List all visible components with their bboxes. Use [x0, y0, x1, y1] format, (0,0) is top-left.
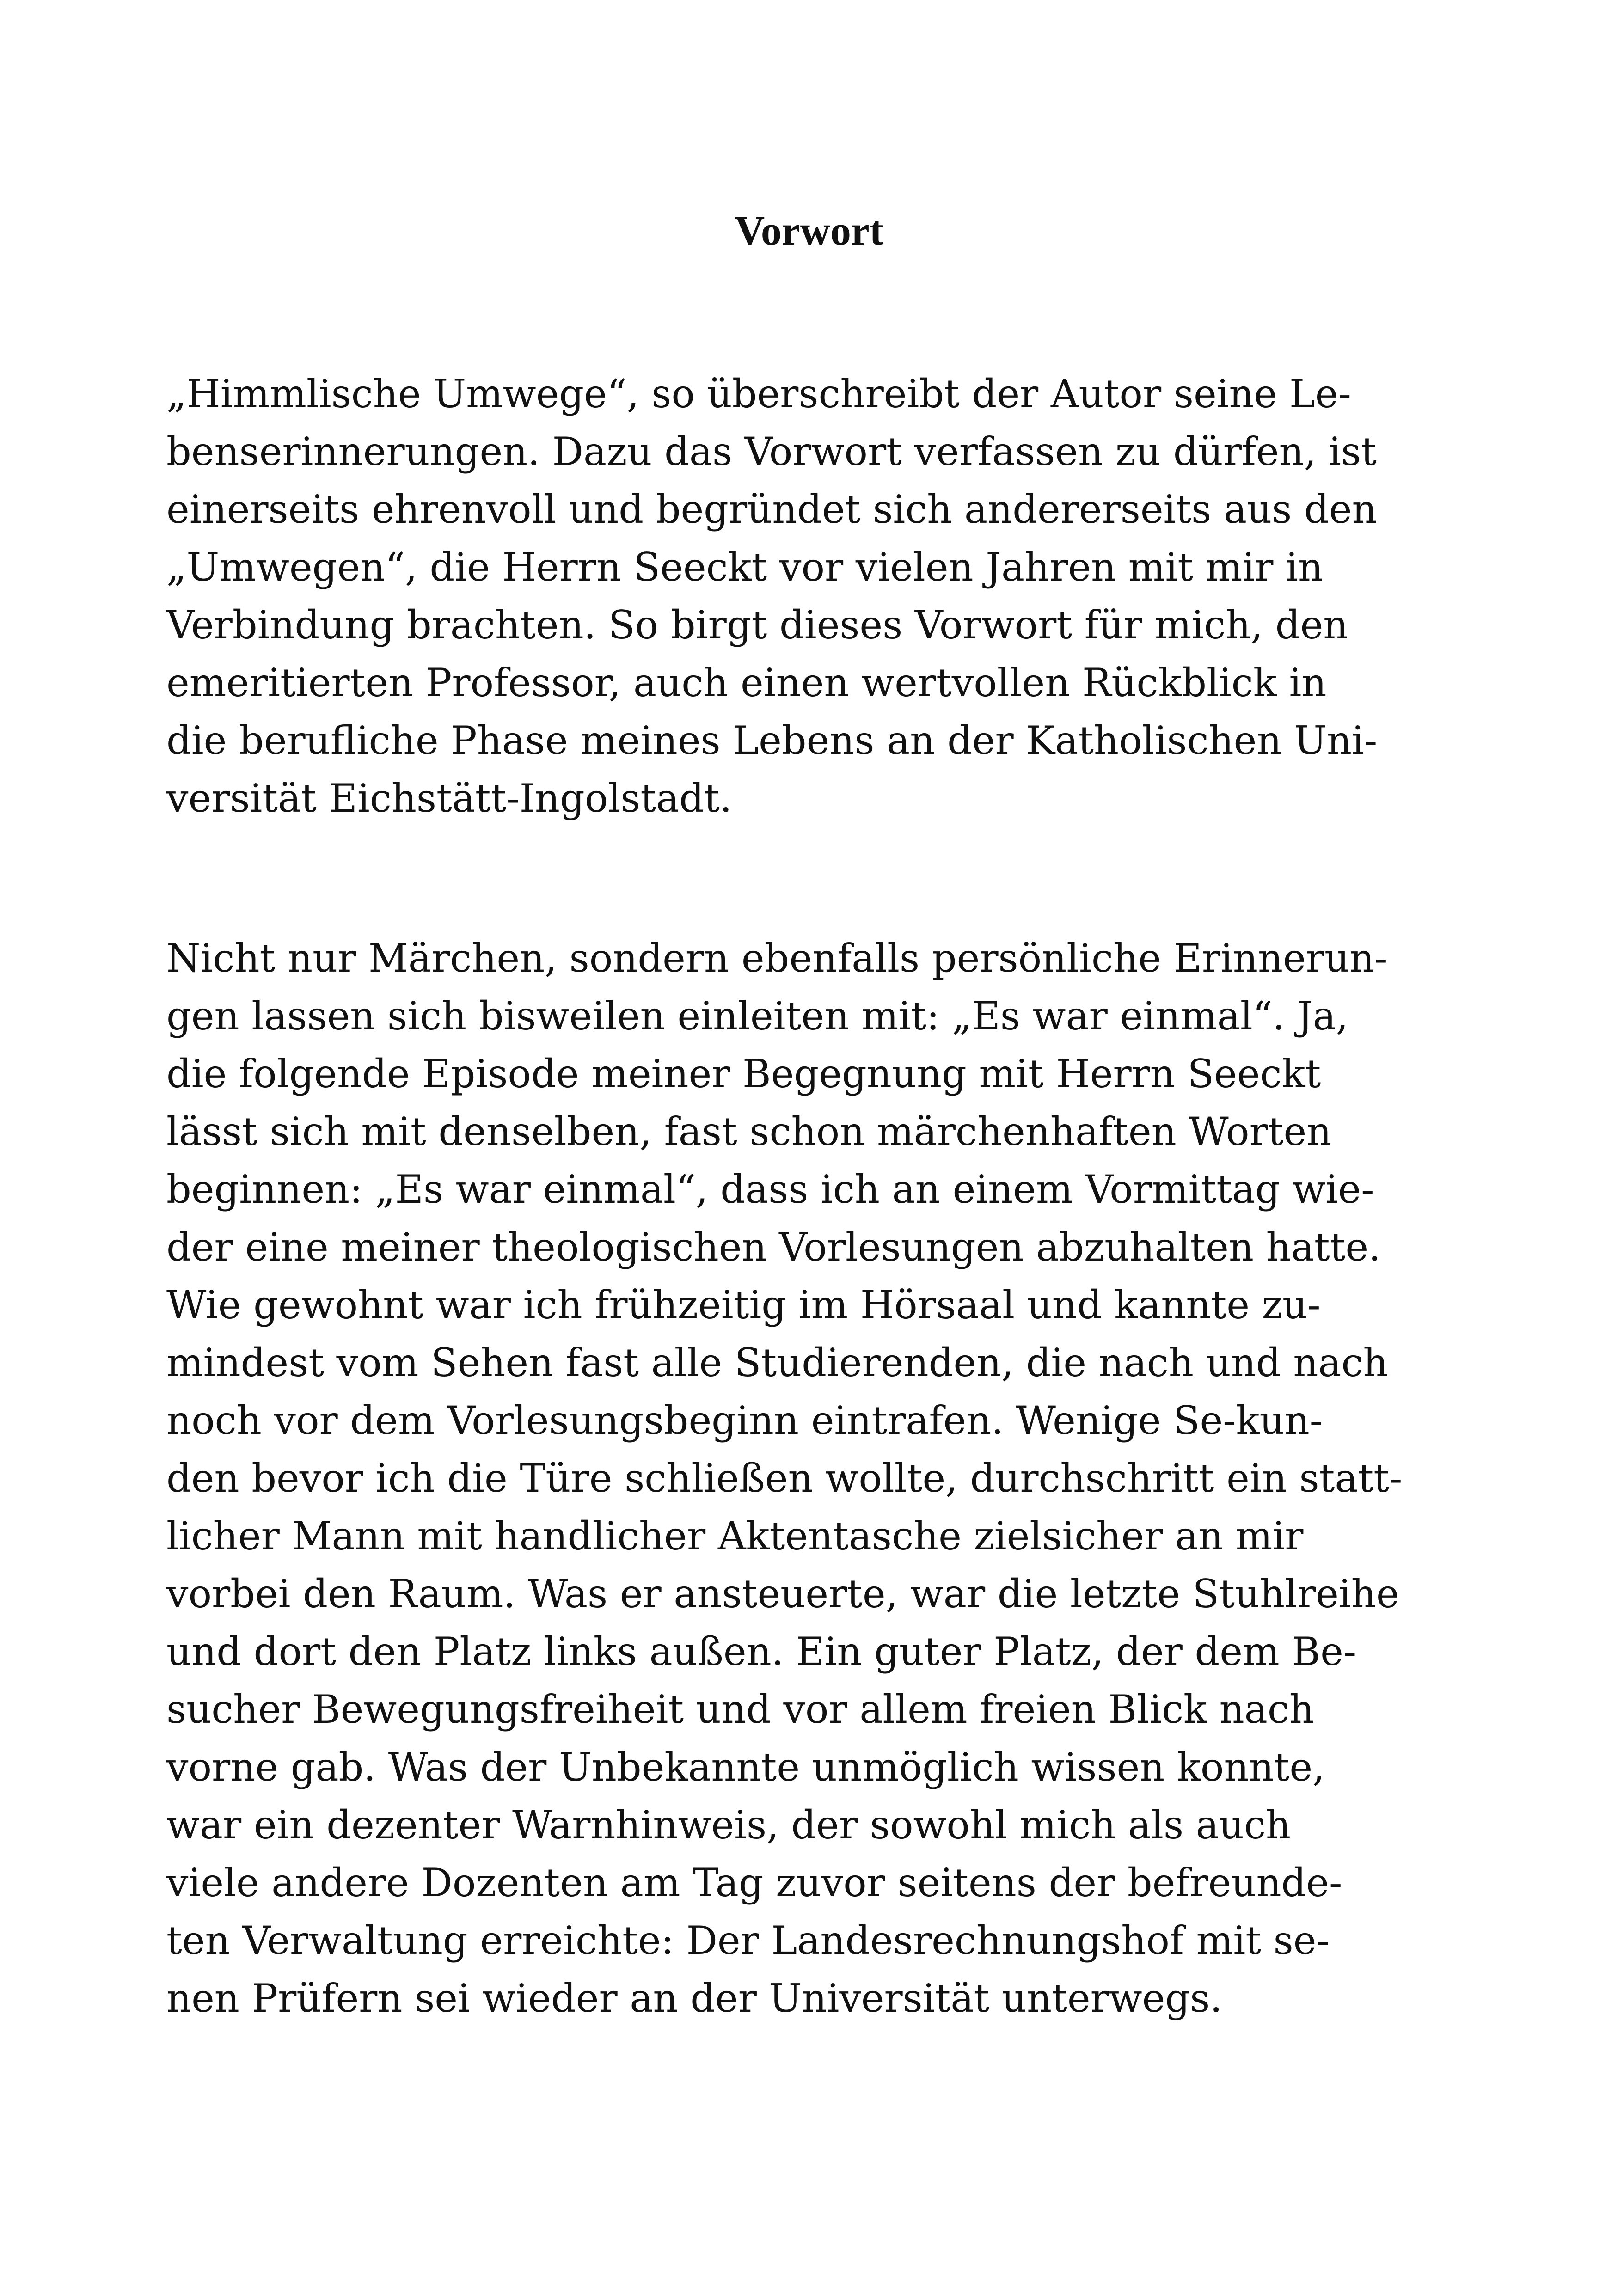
text-line: Verbindung brachten. So birgt dieses Vorwort für mich, den [166, 602, 1348, 648]
text-line: einerseits ehrenvoll und begründet sich andererseits aus den [166, 487, 1377, 532]
text-line: war ein dezenter Warnhinweis, der sowohl mich als auch [166, 1802, 1291, 1848]
text-line: Nicht nur Märchen, sondern ebenfalls persönliche Erinnerun- [166, 936, 1388, 981]
page-title: Vorwort [735, 208, 883, 254]
text-line: benserinnerungen. Dazu das Vorwort verfassen zu dürfen, ist [166, 429, 1377, 474]
text-line: versität Eichstätt-Ingolstadt. [166, 776, 732, 821]
text-line: gen lassen sich bisweilen einleiten mit: „Es war einmal“. Ja, [166, 993, 1348, 1039]
text-line: „Himmlische Umwege“, so überschreibt der Autor seine Le- [166, 371, 1351, 416]
paragraph-1 [166, 365, 1452, 827]
text-line: mindest vom Sehen fast alle Studierenden, die nach und nach [166, 1340, 1388, 1385]
text-line: licher Mann mit handlicher Aktentasche zielsicher an mir [166, 1513, 1304, 1559]
paragraph-2 [166, 930, 1452, 2027]
text-line: beginnen: „Es war einmal“, dass ich an einem Vormittag wie- [166, 1167, 1374, 1212]
text-line: und dort den Platz links außen. Ein guter Platz, der dem Be- [166, 1629, 1357, 1674]
text-line: ten Verwaltung erreichte: Der Landesrechnungshof mit se- [166, 1918, 1330, 1963]
text-line: nen Prüfern sei wieder an der Universität unterwegs. [166, 1976, 1222, 2021]
text-line: die berufliche Phase meines Lebens an der Katholischen Uni- [166, 718, 1378, 763]
text-line: viele andere Dozenten am Tag zuvor seitens der befreunde- [166, 1860, 1342, 1905]
text-line: den bevor ich die Türe schließen wollte, durchschritt ein statt- [166, 1456, 1403, 1501]
text-line: sucher Bewegungsfreiheit und vor allem freien Blick nach [166, 1687, 1314, 1732]
text-line: Wie gewohnt war ich frühzeitig im Hörsaal und kannte zu- [166, 1282, 1321, 1328]
text-line: vorne gab. Was der Unbekannte unmöglich wissen konnte, [166, 1745, 1325, 1790]
text-line: lässt sich mit denselben, fast schon märchenhaften Worten [166, 1109, 1332, 1154]
text-line: „Umwegen“, die Herrn Seeckt vor vielen Jahren mit mir in [166, 545, 1324, 590]
text-line: die folgende Episode meiner Begegnung mit Herrn Seeckt [166, 1051, 1321, 1096]
text-line: emeritierten Professor, auch einen wertvollen Rückblick in [166, 660, 1327, 705]
text-line: vorbei den Raum. Was er ansteuerte, war die letzte Stuhlreihe [166, 1571, 1399, 1616]
text-line: noch vor dem Vorlesungsbeginn eintrafen. Wenige Se-kun- [166, 1398, 1323, 1443]
text-line: der eine meiner theologischen Vorlesungen abzuhalten hatte. [166, 1225, 1381, 1270]
